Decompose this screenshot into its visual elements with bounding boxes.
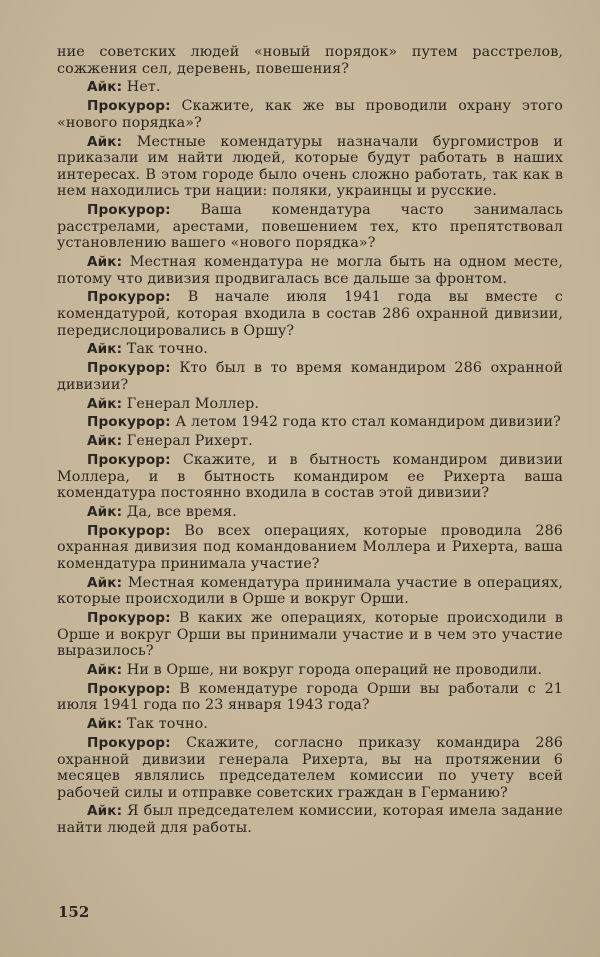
paragraph-text: Так точно. (126, 716, 208, 733)
paragraph-text: Кто был в то время командиром 286 охранной дивизии? (57, 360, 563, 393)
speaker-label: Прокурор: (87, 414, 171, 431)
dialogue-paragraph (57, 681, 563, 714)
speaker-label: Айк: (87, 133, 123, 150)
paragraph-text: В каких же операциях, которые происходили в Орше и вокруг Орши вы принимали участие и в чем это участие выразилось? (57, 610, 563, 660)
speaker-label: Прокурор: (87, 610, 171, 626)
dialogue-paragraph (57, 360, 563, 393)
dialogue-paragraph (57, 414, 563, 431)
paragraph-text: Скажите, как же вы проводили охрану этого «нового порядка»? (57, 98, 564, 131)
dialogue-paragraph (57, 662, 563, 679)
speaker-label: Прокурор: (87, 680, 171, 697)
paragraph-text: Местная комендатура не могла быть на одном месте, потому что дивизия продвигалась все дальше за фронтом. (57, 254, 563, 287)
paragraph-text: Местные комендатуры назначали бургомистров и приказали им найти людей, которые будут работать в наших интересах. В этом городе было очень сложно работать, так как в нем находились три нации: поляки, украинцы и русские. (57, 133, 563, 200)
speaker-label: Айк: (87, 661, 123, 678)
paragraph-text: В начале июля 1941 года вы вместе с комендатурой, которая входила в состав 286 охранной дивизии, передислоцировались в Оршу? (57, 289, 563, 339)
dialogue-paragraph (57, 575, 563, 608)
dialogue-paragraph (57, 134, 563, 200)
dialogue-paragraph (57, 79, 563, 96)
speaker-label: Айк: (87, 433, 123, 450)
dialogue-paragraph (57, 98, 563, 131)
paragraph-text: Так точно. (126, 341, 208, 358)
speaker-label: Прокурор: (87, 451, 171, 468)
paragraph-text: Я был председателем комиссии, которая имела задание найти людей для работы. (57, 803, 563, 837)
dialogue-paragraph (57, 452, 563, 502)
dialogue-paragraph (57, 803, 563, 836)
dialogue-paragraph (57, 504, 563, 521)
paragraph-text: Во всех операциях, которые проводила 286 охранная дивизия под командованием Моллера и Рихерта, ваша комендатура принимала участие? (57, 522, 563, 572)
dialogue-paragraph (57, 523, 563, 573)
dialogue-paragraph (57, 716, 563, 733)
speaker-label: Айк: (87, 395, 123, 412)
paragraph-text: Скажите, и в бытность командиром дивизии Моллера, и в бытность командиром ее Рихерта ваша комендатура постоянно входила в состав этой дивизии? (57, 451, 563, 502)
page-number: 152 (58, 903, 90, 921)
speaker-label: Айк: (87, 79, 123, 96)
paragraph-text: Нет. (126, 79, 161, 96)
paragraph-text: Ни в Орше, ни вокруг города операций не проводили. (126, 661, 543, 678)
dialogue-paragraph (57, 610, 563, 660)
paragraph-text: Скажите, согласно приказу командира 286 охранной дивизии генерала Рихерта, вы на протяжении 6 месяцев являлись председателем комиссии по учету всей рабочей силы и отправке советских граждан в Германию? (57, 734, 563, 801)
dialogue-paragraph (57, 202, 563, 252)
speaker-label: Айк: (87, 716, 123, 733)
dialogue-paragraph (57, 254, 563, 287)
speaker-label: Айк: (87, 803, 123, 820)
paragraph-text: Да, все время. (126, 503, 237, 520)
dialogue-paragraph (57, 433, 563, 450)
speaker-label: Айк: (87, 341, 123, 358)
dialogue-paragraph (57, 289, 563, 339)
speaker-label: Прокурор: (87, 734, 171, 751)
speaker-label: Прокурор: (87, 289, 171, 306)
dialogue-paragraph (57, 44, 563, 77)
dialogue-paragraph (57, 341, 563, 358)
speaker-label: Прокурор: (87, 202, 171, 219)
speaker-label: Прокурор: (87, 98, 171, 115)
speaker-label: Айк: (87, 503, 123, 520)
paragraph-text: В комендатуре города Орши вы работали с 21 июля 1941 года по 23 января 1943 года? (57, 680, 563, 714)
transcript-text (57, 44, 563, 839)
dialogue-paragraph (57, 735, 563, 801)
speaker-label: Прокурор: (87, 522, 171, 539)
paragraph-text: Генерал Рихерт. (126, 433, 253, 450)
paragraph-text: Генерал Моллер. (126, 395, 260, 412)
speaker-label: Айк: (87, 254, 123, 271)
speaker-label: Прокурор: (87, 360, 171, 377)
paragraph-text: ние советских людей «новый порядок» путем расстрелов, сожжения сел, деревень, повешения? (57, 44, 563, 77)
paragraph-text: Местная комендатура принимала участие в операциях, которые происходили в Орше и вокруг Орши. (57, 574, 563, 608)
paragraph-text: А летом 1942 года кто стал командиром дивизии? (175, 414, 561, 431)
dialogue-paragraph (57, 396, 563, 413)
speaker-label: Айк: (87, 574, 123, 591)
paragraph-text: Ваша комендатура часто занималась расстрелами, арестами, повешением тех, кто препятствовал установлению вашего «нового порядка»? (57, 202, 563, 252)
